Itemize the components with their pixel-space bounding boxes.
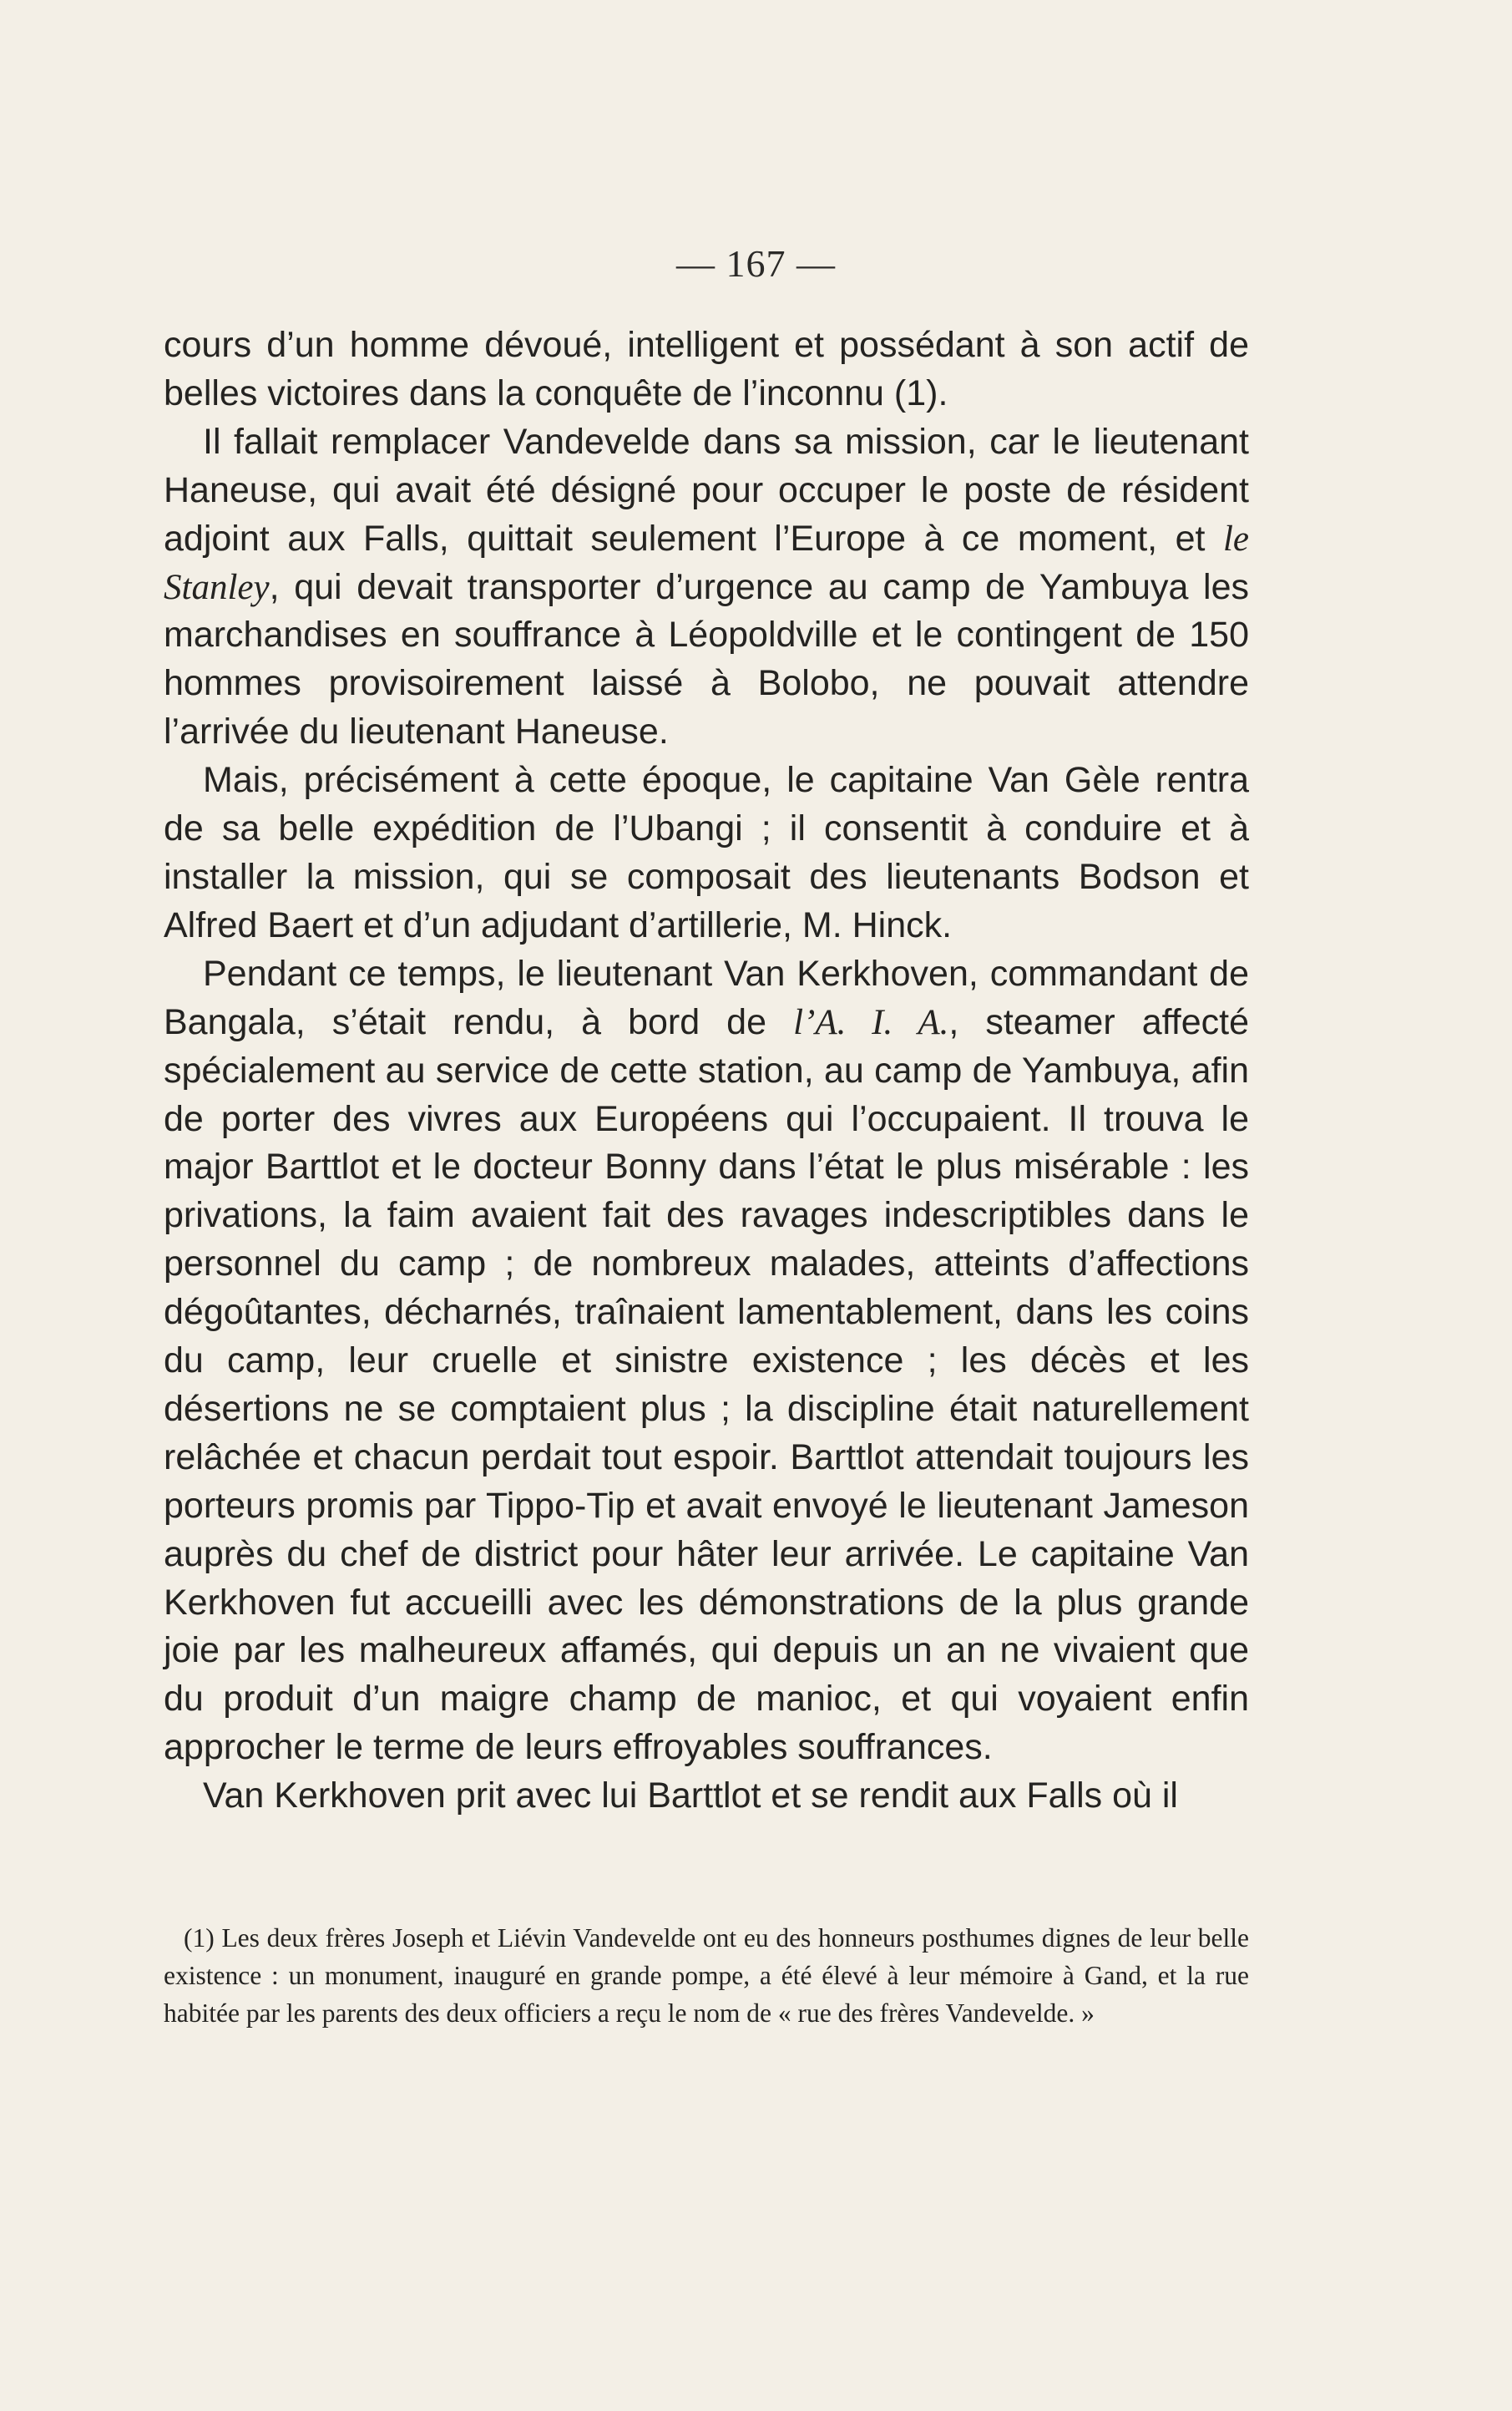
paragraph-4 — [164, 950, 1249, 1772]
footnote — [164, 1919, 1249, 2032]
footnote-text: (1) Les deux frères Joseph et Liévin Vandevelde ont eu des honneurs posthumes dignes de leur belle existence : un monument, inauguré en grande pompe, a été élevé à leur mémoire à Gand, et la rue habitée par les parents des deux officiers a reçu le nom de « rue des frères Vandevelde. » — [164, 1923, 1249, 2028]
ship-name-stanley: le Stanley — [164, 519, 1249, 607]
paragraph-2-part-2: , qui devait transporter d’urgence au camp de Yambuya les marchandises en souffrance à Léopoldville et le contingent de 150 hommes provisoirement laissé à Bolobo, ne pouvait attendre l’arrivée du lieutenant Haneuse. — [164, 566, 1249, 752]
paragraph-3: Mais, précisément à cette époque, le capitaine Van Gèle rentra de sa belle expédition de l’Ubangi ; il consentit à conduire et à installer la mission, qui se composait des lieutenants Bodson et Alfred Baert et d’un adjudant d’artillerie, M. Hinck. — [164, 760, 1249, 945]
paragraph-1: cours d’un homme dévoué, intelligent et possédant à son actif de belles victoires dans la conquête de l’inconnu (1). — [164, 325, 1249, 413]
paragraph-5: Van Kerkhoven prit avec lui Barttlot et se rendit aux Falls où il — [203, 1775, 1178, 1816]
paragraph-4-part-2: , steamer affecté spécialement au service de cette station, au camp de Yambuya, afin de porter des vivres aux Européens qui l’occupaient. Il trouva le major Barttlot et le docteur Bonny dans l’état le plus misérable : les privations, la faim avaient fait des ravages indescriptibles dans le personnel du camp ; de nombreux malades, atteints d’affections dégoûtantes, décharnés, traînaient lamentablement, dans les coins du camp, leur cruelle et sinistre existence ; les décès et les désertions ne se comptaient plus ; la discipline était naturellement relâchée et chacun perdait tout espoir. Barttlot attendait toujours les porteurs promis par Tippo-Tip et avait envoyé le lieutenant Jameson auprès du chef de district pour hâter leur arrivée. Le capitaine Van Kerkhoven fut accueilli avec les démonstrations de la plus grande joie par les malheureux affamés, qui depuis un an ne vivaient que du produit d’un maigre champ de manioc, et qui voyaient enfin approcher le terme de leurs effroyables souffrances. — [164, 1001, 1250, 1768]
body-text — [164, 322, 1249, 1821]
paragraph-2 — [164, 418, 1249, 757]
paragraph-2-part-1: Il fallait remplacer Vandevelde dans sa mission, car le lieutenant Haneuse, qui avait été désigné pour occuper le poste de résident adjoint aux Falls, quittait seulement l’Europe à ce moment, et — [164, 421, 1249, 559]
paragraph-4-part-1: Pendant ce temps, le lieutenant Van Kerkhoven, commandant de Bangala, s’était rendu, à bord de — [164, 953, 1249, 1042]
page-number: — 167 — — [676, 242, 836, 285]
ship-name-aia: l’A. I. A. — [793, 1002, 949, 1042]
